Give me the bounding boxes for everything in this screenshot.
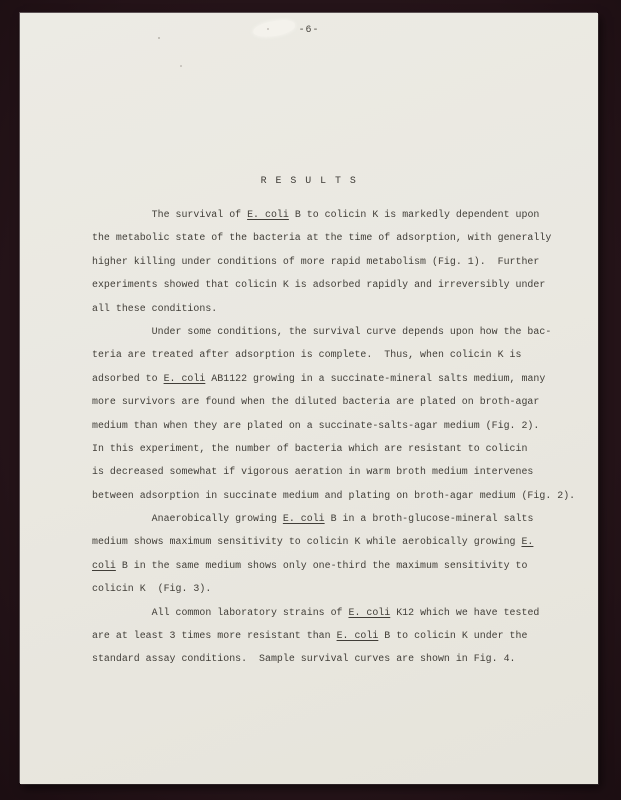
text-line bbox=[92, 577, 588, 600]
text-line bbox=[92, 624, 588, 647]
text-segment: the metabolic state of the bacteria at the time of adsorption, with generally bbox=[92, 232, 552, 244]
text-line bbox=[92, 530, 588, 553]
underlined-text: E. coli bbox=[282, 513, 325, 525]
text-line bbox=[92, 226, 588, 249]
results-heading: R E S U L T S bbox=[260, 175, 358, 186]
text-segment: all these conditions. bbox=[92, 302, 218, 314]
underlined-text: E. coli bbox=[336, 630, 379, 642]
text-line bbox=[92, 554, 588, 577]
text-line bbox=[92, 250, 588, 273]
text-line bbox=[92, 203, 588, 226]
text-segment: AB1122 growing in a succinate-mineral salts medium, many bbox=[205, 372, 546, 384]
text-segment: B to colicin K is markedly dependent upon bbox=[288, 209, 540, 220]
text-line bbox=[92, 273, 588, 296]
document-page bbox=[20, 13, 598, 784]
paper-speck bbox=[180, 65, 182, 67]
text-line bbox=[92, 320, 588, 343]
text-segment: colicin K (Fig. 3). bbox=[92, 583, 212, 595]
text-segment: between adsorption in succinate medium and plating on broth-agar medium (Fig. 2). bbox=[92, 489, 576, 501]
paper-speck bbox=[158, 37, 160, 39]
text-segment: All common laboratory strains of bbox=[92, 606, 349, 618]
underlined-text: E. bbox=[521, 536, 534, 548]
underlined-text: E. coli bbox=[247, 209, 289, 220]
text-line bbox=[92, 484, 588, 507]
text-segment: medium shows maximum sensitivity to colicin K while aerobically growing bbox=[92, 536, 522, 548]
text-segment: standard assay conditions. Sample survival curves are shown in Fig. 4. bbox=[92, 653, 516, 665]
text-segment: B to colicin K under the bbox=[378, 630, 528, 642]
text-line bbox=[92, 343, 588, 366]
underlined-text: E. coli bbox=[348, 606, 391, 618]
text-segment: medium than when they are plated on a succinate-salts-agar medium (Fig. 2). bbox=[92, 419, 540, 431]
body-text bbox=[92, 203, 588, 671]
text-line bbox=[92, 647, 588, 670]
text-segment: B in the same medium shows only one-third the maximum sensitivity to bbox=[115, 559, 528, 571]
text-segment: experiments showed that colicin K is adsorbed rapidly and irreversibly under bbox=[92, 279, 546, 291]
text-segment: K12 which we have tested bbox=[390, 606, 540, 618]
text-line bbox=[92, 507, 588, 530]
text-segment: Anaerobically growing bbox=[92, 513, 283, 525]
underlined-text: E. coli bbox=[163, 372, 206, 384]
text-line bbox=[92, 601, 588, 624]
text-segment: teria are treated after adsorption is complete. Thus, when colicin K is bbox=[92, 349, 522, 361]
text-segment: higher killing under conditions of more rapid metabolism (Fig. 1). Further bbox=[92, 255, 540, 267]
text-segment: are at least 3 times more resistant than bbox=[92, 630, 337, 642]
text-line bbox=[92, 460, 588, 483]
text-segment: In this experiment, the number of bacteria which are resistant to colicin bbox=[92, 442, 528, 454]
text-segment: more survivors are found when the diluted bacteria are plated on broth-agar bbox=[92, 396, 540, 408]
text-line bbox=[92, 367, 588, 390]
text-segment: Under some conditions, the survival curve depends upon how the bac- bbox=[92, 325, 552, 337]
paper-speck bbox=[267, 28, 269, 30]
text-line bbox=[92, 297, 588, 320]
text-segment: adsorbed to bbox=[92, 372, 164, 384]
underlined-text: coli bbox=[92, 559, 116, 571]
text-line bbox=[92, 437, 588, 460]
page-number: -6- bbox=[298, 24, 320, 35]
text-line bbox=[92, 414, 588, 437]
text-segment: is decreased somewhat if vigorous aeration in warm broth medium intervenes bbox=[92, 466, 534, 478]
text-segment: B in a broth-glucose-mineral salts bbox=[324, 513, 534, 525]
text-line bbox=[92, 390, 588, 413]
text-segment: The survival of bbox=[92, 209, 248, 220]
